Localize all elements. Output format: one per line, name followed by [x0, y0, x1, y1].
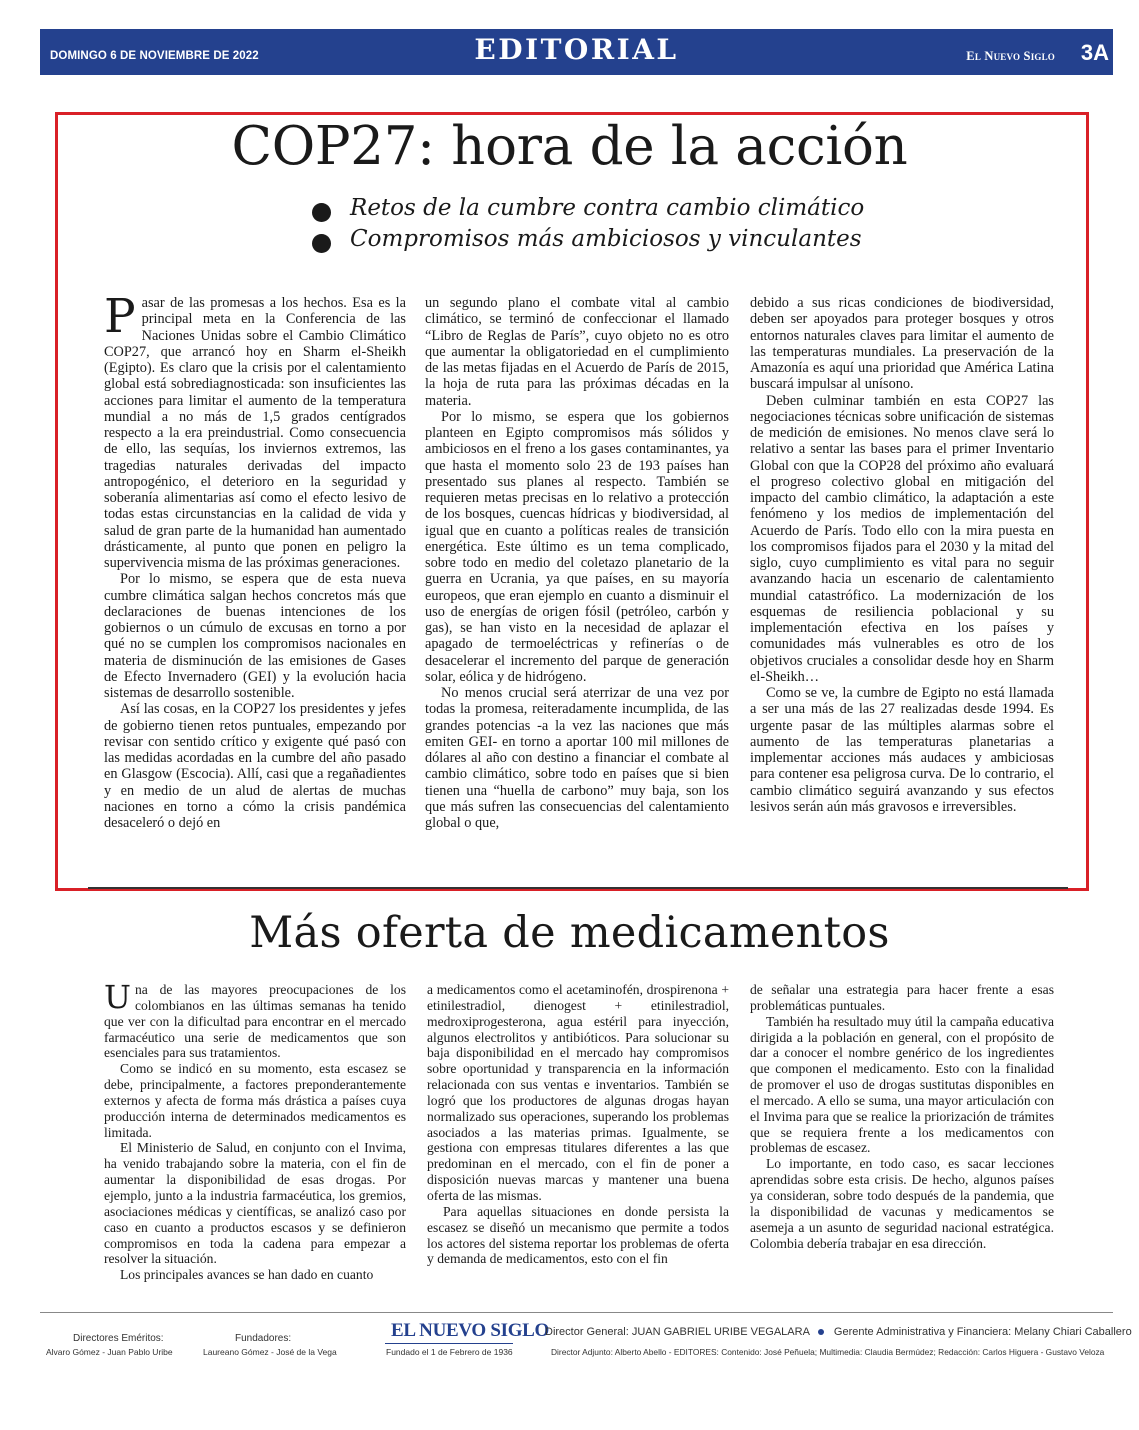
paragraph: También ha resultado muy útil la campaña educativa dirigida a la población en general, con el propósito de dar a conocer el nombre genérico de los ingredientes que componen el medicamento. Esto con la finalidad de promover el uso de drogas sustitutas disponibles en el mercado. A ello se suma, una mayor articulación con el Invima para que se realice la priorización de trámites que se requiera frente a los medicamentos con problemas de escasez. [750, 1013, 1054, 1156]
editorial-2-column-2 [427, 982, 729, 1267]
newspaper-name: El Nuevo Siglo [966, 49, 1055, 63]
paragraph: El Ministerio de Salud, en conjunto con el Invima, ha venido trabajando sobre la materia, con el fin de aumentar la disponibilidad de esas drogas. Por ejemplo, junto a la industria farmacéutica, los gremios, asociaciones médicas y científicas, se analizó caso por caso en cuanto a productos escasos y se definieron compromisos en toda la cadena para empezar a resolver la situación. [104, 1140, 406, 1267]
founders-label: Fundadores: [235, 1333, 292, 1344]
footer-rule [40, 1312, 1113, 1313]
section-divider [88, 887, 1068, 889]
editorial-1-column-1 [104, 289, 406, 831]
editors-line: Director Adjunto: Alberto Abello - EDITORES: Contenido: José Peñuela; Multimedia: Claudia Bermúdez; Redacción: Carlos Higuera - Gustavo Veloza [551, 1347, 1105, 1357]
manager-name: Melany Chiari Caballero [1014, 1326, 1132, 1338]
paragraph: Así las cosas, en la COP27 los presidentes y jefes de gobierno tienen retos puntuales, empezando por revisar con sentido crítico y exigente qué pasó con las medidas acordadas en la cumbre del año pasado en Glasgow (Escocia). Allí, casi que a regañadientes y en medio de un alud de alertas de muchas naciones en torno a cómo la crisis pandémica desaceleró o dejó en [104, 701, 406, 831]
paragraph: Para aquellas situaciones en donde persista la escasez se diseñó un mecanismo que permite a todos los actores del sistema reportar los problemas de oferta y demanda de medicamentos, esto con el fin [427, 1203, 729, 1267]
director-label: Director General: [545, 1326, 629, 1338]
paragraph: Lo importante, en todo caso, es sacar lecciones aprendidas sobre esta crisis. De hecho, algunos países ya consideran, sobre todo después de la pandemia, que la disponibilidad de vacunas y medicamentos se asemeja a un asunto de seguridad nacional estratégica. Colombia debería trabajar en esa dirección. [750, 1156, 1054, 1251]
founders-names: Laureano Gómez - José de la Vega [203, 1347, 337, 1357]
paragraph: debido a sus ricas condiciones de biodiversidad, deben ser apoyados para proteger bosques y otros entornos naturales claves para limitar el aumento de las temperaturas mundiales. La preservación de la Amazonía es aquí una prioridad que América Latina buscará impulsar al unísono. [750, 295, 1054, 393]
paragraph: a medicamentos como el acetaminofén, drospirenona + etinilestradiol, dienogest + etinilestradiol, medroxiprogesterona, agua estéril para inyección, algunos electrolitos y antibióticos. Para solucionar su baja disponibilidad en el mercado hay compromisos sobre oportunidad y transparencia en la información relacionada con sus ventas e inventarios. También se logró que los productores de algunas drogas hayan normalizado sus operaciones, superando los problemas asociados a las materias primas. Igualmente, se gestiona con empresas titulares diferentes a las que predominan en el mercado, con el fin de poner a disposición nuevas marcas y mantener una buena oferta de las mismas. [427, 982, 729, 1203]
newspaper-logo: EL NUEVO SIGLO [391, 1320, 550, 1341]
paragraph: Pasar de las promesas a los hechos. Esa es la principal meta en la Conferencia de las Naciones Unidas sobre el Cambio Climático COP27, que arrancó hoy en Sharm el-Sheikh (Egipto). Es claro que la crisis por el calentamiento global está sobrediagnosticada: son insuficientes las acciones para limitar el aumento de la temperatura mundial a no más de 1,5 grados centígrados respecto a la era preindustrial. Como consecuencia de ello, las sequías, los inviernos extremos, las tragedias naturales derivadas del impacto antropogénico, el deterioro en la seguridad y soberanía alimentarias así como el efecto lesivo de todas estas circunstancias en la calidad de vida y salud de gran parte de la humanidad han aumentado drásticamente, al punto que ponen en peligro la supervivencia misma de las próximas generaciones. [104, 289, 406, 571]
paragraph: Por lo mismo, se espera que los gobiernos planteen en Egipto compromisos más sólidos y ambiciosos en el freno a los gases contaminantes, ya que hasta el momento solo 23 de 193 países han presentado sus planes al respecto. También se requieren metas precisas en lo relativo a protección de los bosques, cuencas hídricas y biodiversidad, al igual que en cuanto a políticas reales de transición energética. Este último es un tema complicado, sobre todo en medio del coletazo planetario de la guerra en Ucrania, ya que países, en su mayoría europeos, que eran ejemplo en cuanto a disminuir el uso de energías de origen fósil (petróleo, carbón y gas), se han visto en la necesidad de aplazar el apagado de termoeléctricas y refinerías o de desacelerar el incremento del parque de generación solar, eólica y de hidrógeno. [425, 408, 729, 685]
paragraph: Como se ve, la cumbre de Egipto no está llamada a ser una más de las 27 realizadas desde 1994. Es urgente pasar de las múltiples alarmas sobre el aumento de las temperaturas planetarias a implementar acciones más audaces y ambiciosas para contener esa peligrosa curva. De lo contrario, el cambio climático seguirá avanzando y sus efectos lesivos serán aún más gravosos e irreversibles. [750, 685, 1054, 815]
bullet-icon [312, 234, 331, 253]
editorial-2-column-3 [750, 982, 1054, 1251]
directors-line [545, 1326, 1132, 1338]
paragraph: de señalar una estrategia para hacer frente a esas problemáticas puntuales. [750, 982, 1054, 1013]
logo-underline [385, 1343, 513, 1344]
page-number: 3A [1080, 40, 1109, 65]
paragraph: Como se indicó en su momento, esta escasez se debe, principalmente, a factores preponderantemente externos y afecta de forma más drástica a países cuya producción interna de determinados medicamentos es limitada. [104, 1061, 406, 1140]
emeritus-names: Alvaro Gómez - Juan Pablo Uribe [46, 1347, 173, 1357]
editorial-2-column-1 [104, 978, 406, 1283]
paragraph: Por lo mismo, se espera que de esta nueva cumbre climática salgan hechos concretos más que declaraciones de buenas intenciones de los gobiernos o un cúmulo de excusas en torno a por qué no se cumplen los compromisos nacionales en materia de disminución de las emisiones de Gases de Efecto Invernadero (GEI) y la evolución hacia sistemas de desarrollo sostenible. [104, 571, 406, 701]
paragraph: No menos crucial será aterrizar de una vez por todas la promesa, reiteradamente incumplida, de las grandes potencias -a la vez las naciones que más emiten GEI- en torno a aportar 100 mil millones de dólares al año con destino a financiar el combate al cambio climático, sobre todo en países que si bien tienen una “huella de carbono” muy baja, son los que más sufren las consecuencias del calentamiento global o que, [425, 685, 729, 831]
paragraph: un segundo plano el combate vital al cambio climático, se terminó de confeccionar el llamado “Libro de Reglas de París”, cuyo objeto no es otro que aumentar la obligatoriedad en el cumplimiento de las metas fijadas en el Acuerdo de París de 2015, la hoja de ruta para las próximas décadas en la materia. [425, 295, 729, 409]
manager-label: Gerente Administrativa y Financiera: [833, 1326, 1012, 1338]
drop-cap: P [104, 289, 136, 344]
founded-date: Fundado el 1 de Febrero de 1936 [386, 1347, 513, 1357]
editorial-1-column-3 [750, 295, 1054, 815]
emeritus-label: Directores Eméritos: [73, 1333, 164, 1344]
section-title: EDITORIAL [474, 33, 679, 66]
paragraph: Los principales avances se han dado en cuanto [120, 1267, 374, 1283]
issue-date: DOMINGO 6 DE NOVIEMBRE DE 2022 [50, 50, 259, 62]
editorial-1-title: COP27: hora de la acción [231, 116, 908, 177]
editorial-2-title: Más oferta de medicamentos [249, 908, 890, 958]
paragraph: Una de las mayores preocupaciones de los colombianos en las últimas semanas ha tenido que ver con la dificultad para encontrar en el mercado farmacéutico una serie de medicamentos que son esenciales para sus tratamientos. [104, 978, 406, 1061]
paragraph: Deben culminar también en esta COP27 las negociaciones técnicas sobre unificación de sistemas de medición de emisiones. No menos clave será lo relativo a sentar las bases para el primer Inventario Global con que la COP28 del próximo año evaluará el progreso colectivo global en mitigación del impacto del cambio climático, la adaptación a este fenómeno y los medios de implementación del Acuerdo de París. Todo ello con la mira puesta en los compromisos fijados para el 2030 y la mitad del siglo, cuyo cumplimiento es vital para no seguir avanzando hacia un escenario de calentamiento mundial catastrófico. La modernización de los esquemas de resiliencia poblacional y su implementación efectiva en los países y comunidades más vulnerables es otro de los objetivos cruciales a consolidar desde hoy en Sharm el-Sheikh… [750, 392, 1054, 685]
director-name: JUAN GABRIEL URIBE VEGALARA [631, 1326, 810, 1338]
masthead-bar [40, 29, 1113, 75]
bullet-icon [312, 203, 331, 222]
editorial-1-column-2 [425, 295, 729, 831]
drop-cap: U [104, 978, 131, 1016]
bullet-icon [818, 1329, 824, 1335]
